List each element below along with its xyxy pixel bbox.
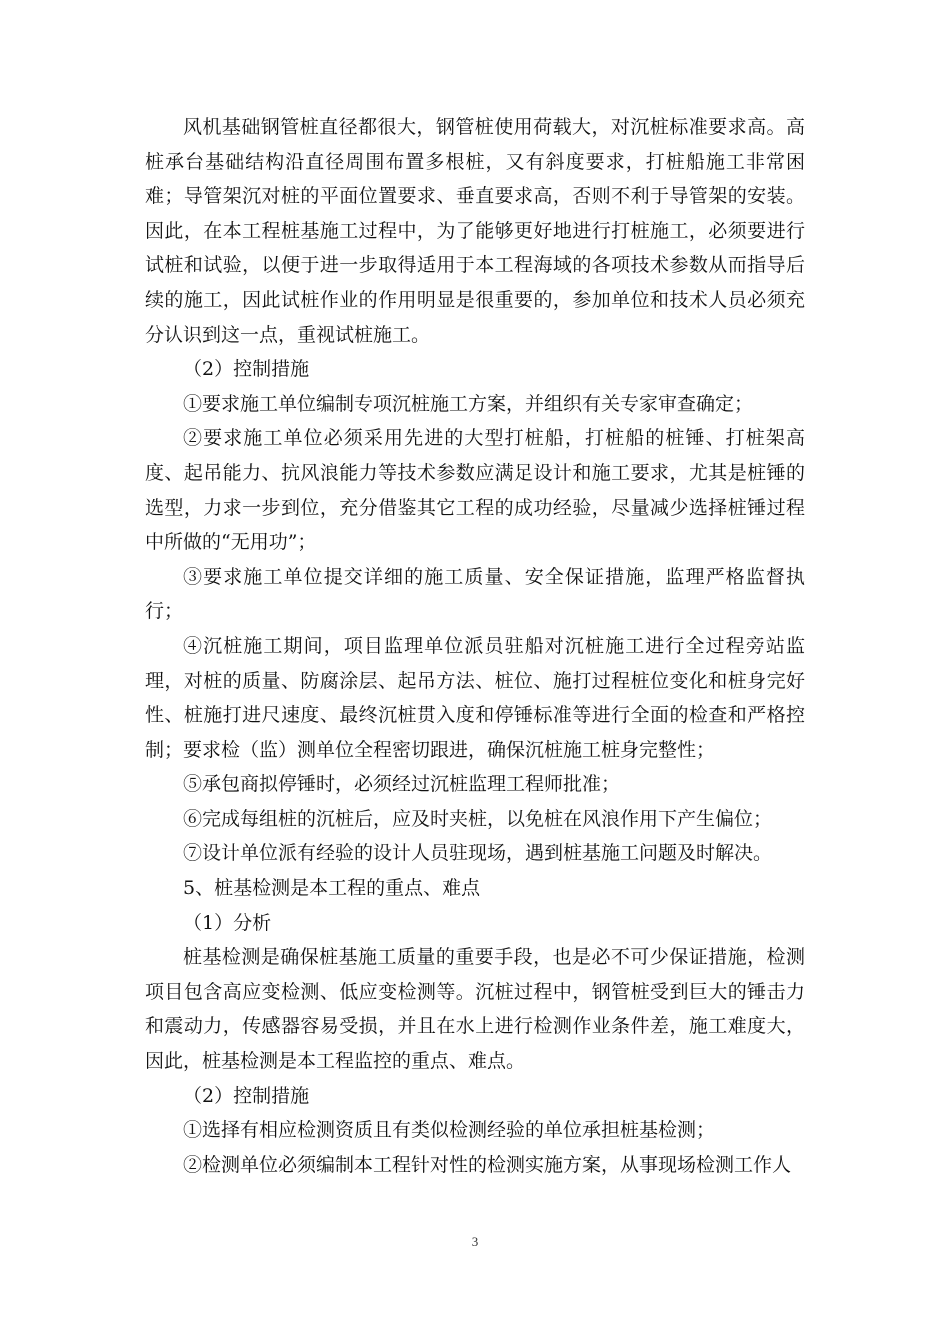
list-item-measure-4: ④沉桩施工期间，项目监理单位派员驻船对沉桩施工进行全过程旁站监理，对桩的质量、防腐涂层、起吊方法、桩位、施打过程桩位变化和桩身完好性、桩施打进尺速度、最终沉桩贯入度和停锤标准等进行全面的检查和严格控制；要求检（监）测单位全程密切跟进，确保沉桩施工桩身完整性； xyxy=(145,634,805,761)
list-item-detection-1: ①选择有相应检测资质且有类似检测经验的单位承担桩基检测； xyxy=(183,1119,716,1142)
list-item-measure-7: ⑦设计单位派有经验的设计人员驻现场，遇到桩基施工问题及时解决。 xyxy=(183,842,773,865)
list-item-measure-2: ②要求施工单位必须采用先进的大型打桩船，打桩船的桩锤、打桩架高度、起吊能力、抗风浪能力等技术参数应满足设计和施工要求，尤其是桩锤的选型，力求一步到位，充分借鉴其它工程的成功经验，尽量减少选择桩锤过程中所做的“无用功”； xyxy=(145,427,805,554)
paragraph-intro: 风机基础钢管桩直径都很大，钢管桩使用荷载大，对沉桩标准要求高。高桩承台基础结构沿直径周围布置多根桩，又有斜度要求，打桩船施工非常困难；导管架沉对桩的平面位置要求、垂直要求高，否则不利于导管架的安装。因此，在本工程桩基施工过程中，为了能够更好地进行打桩施工，必须要进行试桩和试验，以便于进一步取得适用于本工程海域的各项技术参数从而指导后续的施工，因此试桩作业的作用明显是很重要的，参加单位和技术人员必须充分认识到这一点，重视试桩施工。 xyxy=(145,116,805,346)
list-item-measure-3: ③要求施工单位提交详细的施工质量、安全保证措施，监理严格监督执行； xyxy=(145,565,805,623)
heading-control-measures-2: （2）控制措施 xyxy=(183,1084,310,1107)
list-item-measure-1: ①要求施工单位编制专项沉桩施工方案，并组织有关专家审查确定； xyxy=(183,392,754,415)
section-heading-5: 5、桩基检测是本工程的重点、难点 xyxy=(183,877,481,900)
page-number: 3 xyxy=(471,1234,479,1249)
list-item-measure-5: ⑤承包商拟停锤时，必须经过沉桩监理工程师批准； xyxy=(183,773,621,796)
list-item-measure-6: ⑥完成每组桩的沉桩后，应及时夹桩，以免桩在风浪作用下产生偏位； xyxy=(183,807,773,830)
heading-control-measures-1: （2）控制措施 xyxy=(183,358,310,381)
list-item-detection-2: ②检测单位必须编制本工程针对性的检测实施方案，从事现场检测工作人 xyxy=(183,1153,792,1176)
document-body xyxy=(145,110,805,1182)
heading-analysis: （1）分析 xyxy=(183,911,272,934)
paragraph-analysis: 桩基检测是确保桩基施工质量的重要手段，也是必不可少保证措施，检测项目包含高应变检测、低应变检测等。沉桩过程中，钢管桩受到巨大的锤击力和震动力，传感器容易受损，并且在水上进行检测作业条件差，施工难度大，因此，桩基检测是本工程监控的重点、难点。 xyxy=(145,946,805,1073)
